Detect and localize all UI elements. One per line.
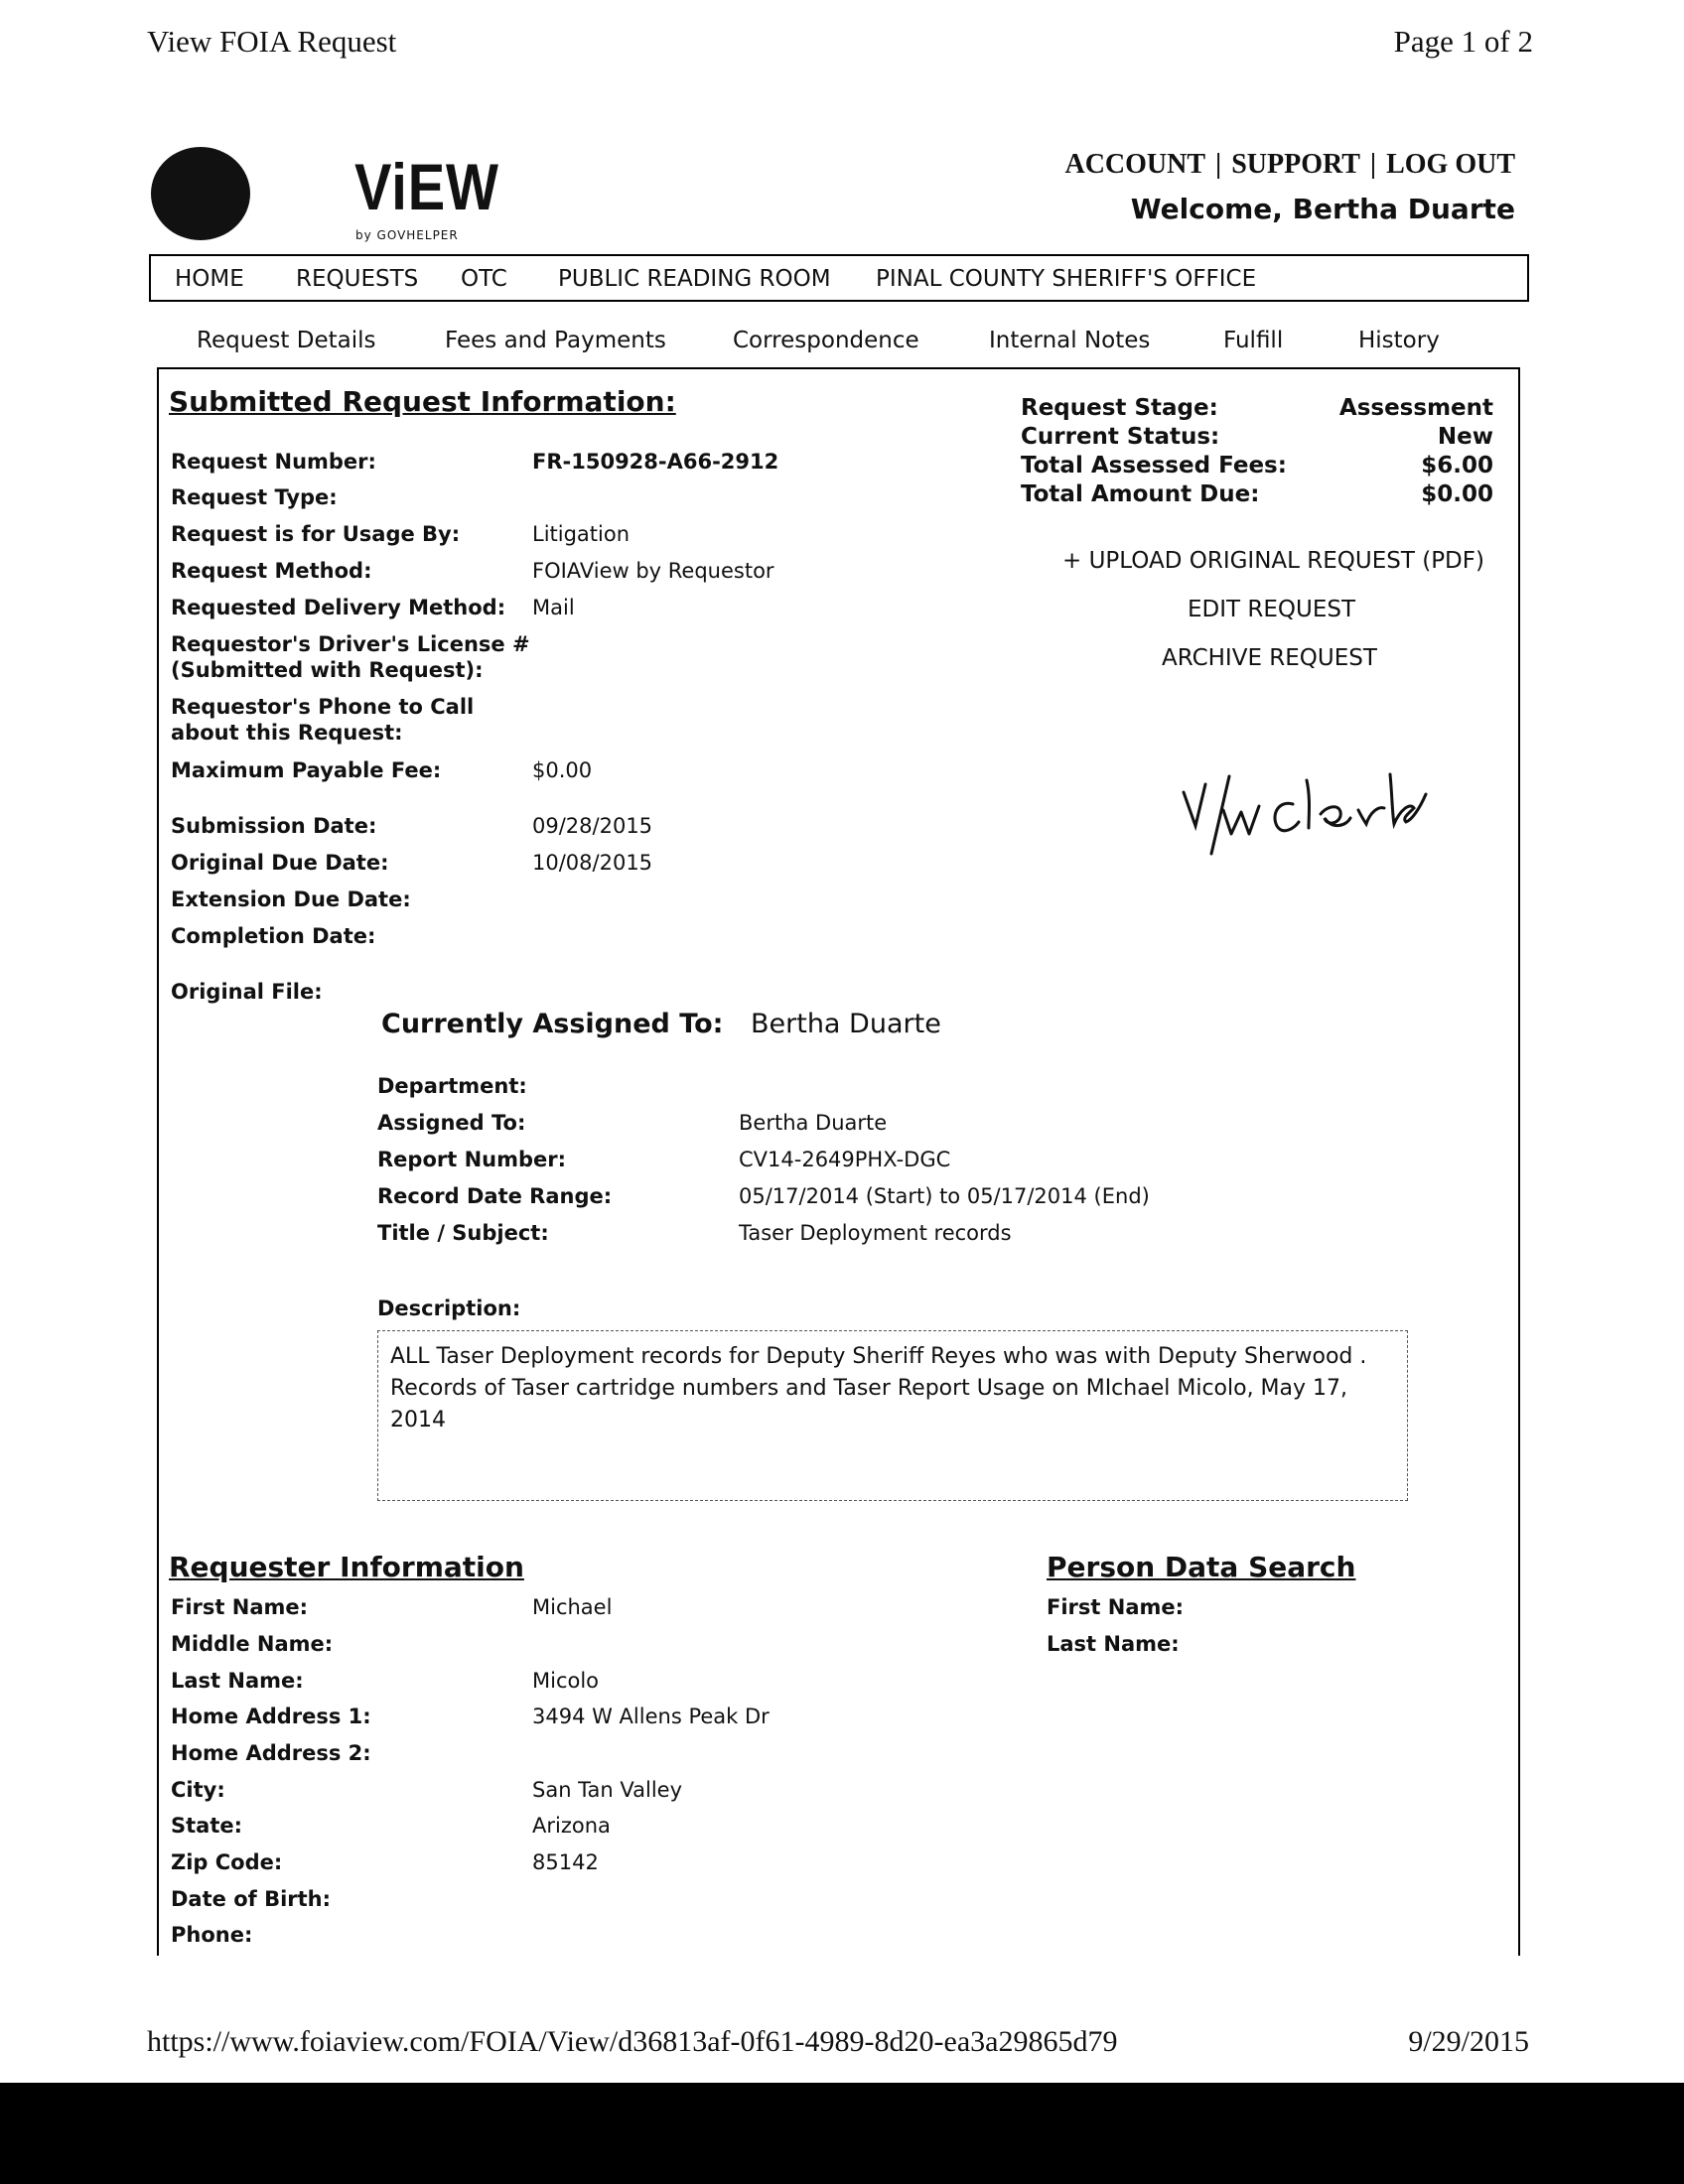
home-address-2-label: Home Address 2:: [171, 1741, 371, 1765]
title-subject-value: Taser Deployment records: [739, 1221, 1012, 1245]
logo-wordmark: ViEW: [354, 150, 499, 223]
total-amount-due-value: $0.00: [1421, 481, 1493, 507]
tab-request-details[interactable]: Request Details: [197, 328, 376, 353]
drivers-license-label-line2: (Submitted with Request):: [171, 658, 484, 682]
assigned-to-label: Assigned To:: [377, 1111, 526, 1135]
date-of-birth-label: Date of Birth:: [171, 1887, 332, 1911]
completion-date-label: Completion Date:: [171, 924, 376, 948]
zip-code-value: 85142: [532, 1850, 599, 1874]
nav-public-reading-room[interactable]: PUBLIC READING ROOM: [558, 266, 831, 292]
print-date: 9/29/2015: [1408, 2025, 1529, 2058]
currently-assigned-name: Bertha Duarte: [751, 1009, 941, 1039]
title-subject-label: Title / Subject:: [377, 1221, 549, 1245]
nav-pinal-county-sheriffs-office[interactable]: PINAL COUNTY SHERIFF'S OFFICE: [876, 266, 1257, 292]
account-link[interactable]: ACCOUNT: [1064, 149, 1206, 180]
requester-information-title: Requester Information: [169, 1551, 524, 1583]
tab-internal-notes[interactable]: Internal Notes: [989, 328, 1151, 353]
department-label: Department:: [377, 1074, 527, 1098]
total-amount-due-label: Total Amount Due:: [1021, 481, 1260, 507]
print-title: View FOIA Request: [147, 24, 397, 59]
original-due-date-value: 10/08/2015: [532, 851, 653, 875]
nav-otc[interactable]: OTC: [461, 266, 507, 292]
request-method-value: FOIAView by Requestor: [532, 559, 774, 583]
current-status-label: Current Status:: [1021, 424, 1220, 450]
requester-middle-name-label: Middle Name:: [171, 1632, 334, 1656]
usage-label: Request is for Usage By:: [171, 522, 461, 546]
welcome-message: Welcome, Bertha Duarte: [1130, 193, 1515, 225]
requester-last-name-value: Micolo: [532, 1669, 600, 1693]
logo-circle-icon: [151, 147, 250, 240]
handwritten-annotation: [1172, 754, 1430, 864]
request-stage-label: Request Stage:: [1021, 395, 1218, 421]
request-method-label: Request Method:: [171, 559, 372, 583]
city-value: San Tan Valley: [532, 1778, 683, 1802]
archive-request-link[interactable]: ARCHIVE REQUEST: [1162, 645, 1377, 671]
phone-label: Phone:: [171, 1923, 253, 1947]
scan-bottom-bar: [0, 2083, 1684, 2184]
state-label: State:: [171, 1814, 243, 1838]
main-nav: [149, 254, 1529, 302]
person-last-name-label: Last Name:: [1047, 1632, 1180, 1656]
tab-fulfill[interactable]: Fulfill: [1223, 328, 1284, 353]
report-number-label: Report Number:: [377, 1148, 567, 1171]
original-file-label: Original File:: [171, 980, 323, 1004]
description-label: Description:: [377, 1297, 521, 1320]
submitted-request-title: Submitted Request Information:: [169, 385, 676, 418]
max-payable-fee-value: $0.00: [532, 758, 593, 782]
print-page-number: Page 1 of 2: [1393, 24, 1533, 59]
phone-to-call-label: [171, 694, 474, 746]
requester-last-name-label: Last Name:: [171, 1669, 304, 1693]
submission-date-value: 09/28/2015: [532, 814, 653, 838]
tab-correspondence[interactable]: Correspondence: [733, 328, 919, 353]
assigned-to-value: Bertha Duarte: [739, 1111, 888, 1135]
nav-home[interactable]: HOME: [175, 266, 244, 292]
account-links: ACCOUNT | SUPPORT | LOG OUT: [1064, 149, 1515, 180]
record-date-range-value: 05/17/2014 (Start) to 05/17/2014 (End): [739, 1184, 1150, 1208]
requester-first-name-value: Michael: [532, 1595, 613, 1619]
edit-request-link[interactable]: EDIT REQUEST: [1188, 597, 1356, 622]
requester-first-name-label: First Name:: [171, 1595, 309, 1619]
home-address-1-value: 3494 W Allens Peak Dr: [532, 1705, 770, 1728]
logo-subtitle: by GOVHELPER: [355, 228, 459, 242]
report-number-value: CV14-2649PHX-DGC: [739, 1148, 951, 1171]
person-data-search-title: Person Data Search: [1047, 1551, 1356, 1583]
person-first-name-label: First Name:: [1047, 1595, 1185, 1619]
request-stage-value: Assessment: [1338, 395, 1493, 421]
drivers-license-label: [171, 631, 530, 683]
city-label: City:: [171, 1778, 225, 1802]
submission-date-label: Submission Date:: [171, 814, 377, 838]
current-status-value: New: [1437, 424, 1493, 450]
tab-fees-and-payments[interactable]: Fees and Payments: [445, 328, 666, 353]
description-textbox: ALL Taser Deployment records for Deputy Sheriff Reyes who was with Deputy Sherwood . Records of Taser cartridge numbers and Taser Report Usage on MIchael Micolo, May 17, 2014: [377, 1330, 1408, 1501]
print-url: https://www.foiaview.com/FOIA/View/d36813af-0f61-4989-8d20-ea3a29865d79: [147, 2025, 1118, 2058]
tab-history[interactable]: History: [1358, 328, 1440, 353]
zip-code-label: Zip Code:: [171, 1850, 283, 1874]
original-due-date-label: Original Due Date:: [171, 851, 389, 875]
total-assessed-fees-value: $6.00: [1421, 453, 1493, 478]
home-address-1-label: Home Address 1:: [171, 1705, 371, 1728]
phone-to-call-label-line1: Requestor's Phone to Call: [171, 695, 475, 719]
record-date-range-label: Record Date Range:: [377, 1184, 613, 1208]
nav-requests[interactable]: REQUESTS: [296, 266, 419, 292]
request-type-label: Request Type:: [171, 485, 338, 509]
delivery-method-label: Requested Delivery Method:: [171, 596, 506, 619]
drivers-license-label-line1: Requestor's Driver's License #: [171, 632, 530, 656]
extension-due-date-label: Extension Due Date:: [171, 887, 411, 911]
max-payable-fee-label: Maximum Payable Fee:: [171, 758, 442, 782]
delivery-method-value: Mail: [532, 596, 575, 619]
usage-value: Litigation: [532, 522, 631, 546]
request-number-value: FR-150928-A66-2912: [532, 450, 779, 474]
currently-assigned-heading: Currently Assigned To:: [381, 1009, 724, 1039]
support-link[interactable]: SUPPORT: [1231, 149, 1360, 180]
request-number-label: Request Number:: [171, 450, 376, 474]
upload-original-request-link[interactable]: + UPLOAD ORIGINAL REQUEST (PDF): [1062, 548, 1484, 574]
total-assessed-fees-label: Total Assessed Fees:: [1021, 453, 1287, 478]
state-value: Arizona: [532, 1814, 611, 1838]
logout-link[interactable]: LOG OUT: [1386, 149, 1515, 180]
phone-to-call-label-line2: about this Request:: [171, 721, 403, 745]
